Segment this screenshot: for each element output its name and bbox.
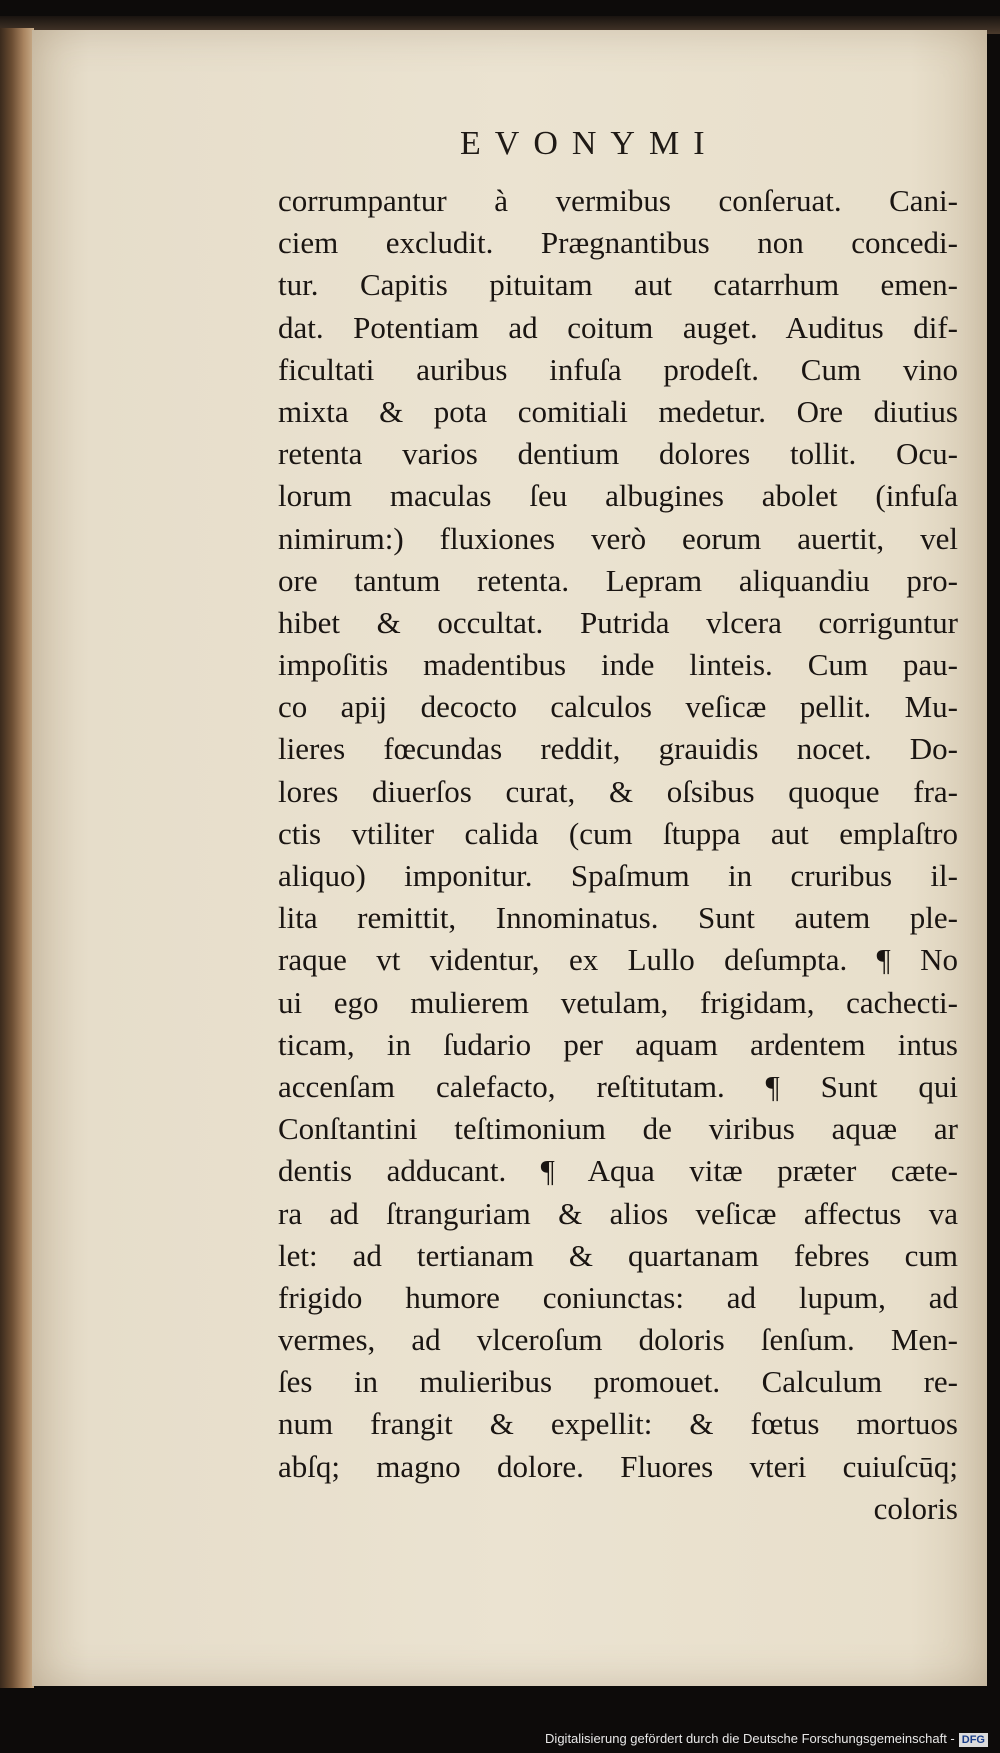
text-line: hibet & occultat. Putrida vlcera corriguntur <box>278 604 958 640</box>
text-line: accenſam calefacto, reſtitutam. ¶ Sunt qui <box>278 1068 958 1104</box>
text-line: ciem excludit. Prægnantibus non concedi- <box>278 225 958 261</box>
text-line: co apij decocto calculos veſicæ pellit. Mu- <box>278 689 958 725</box>
dfg-logo: DFG <box>959 1733 988 1747</box>
text-line: raque vt videntur, ex Lullo deſumpta. ¶ No <box>278 942 958 978</box>
text-line: ra ad ſtranguriam & alios veſicæ affectus va <box>278 1195 958 1231</box>
text-line: Conſtantini teſtimonium de viribus aquæ ar <box>278 1111 958 1147</box>
book-spine-edge <box>0 28 34 1688</box>
text-line: impoſitis madentibus inde linteis. Cum pau- <box>278 647 958 683</box>
text-line: tur. Capitis pituitam aut catarrhum emen- <box>278 267 958 303</box>
text-line: lorum maculas ſeu albugines abolet (infuſa <box>278 478 958 514</box>
text-line: frigido humore coniunctas: ad lupum, ad <box>278 1279 958 1315</box>
text-line: vermes, ad vlceroſum doloris ſenſum. Men- <box>278 1322 958 1358</box>
credit-text: Digitalisierung gefördert durch die Deutsche Forschungsgemeinschaft - <box>545 1731 955 1746</box>
text-line: ſes in mulieribus promouet. Calculum re- <box>278 1364 958 1400</box>
text-line: lores diuerſos curat, & oſsibus quoque fra- <box>278 773 958 809</box>
text-line: aliquo) imponitur. Spaſmum in cruribus il- <box>278 858 958 893</box>
text-line: ore tantum retenta. Lepram aliquandiu pro- <box>278 562 958 598</box>
text-line: lita remittit, Innominatus. Sunt autem ple- <box>278 900 958 936</box>
text-line: ui ego mulierem vetulam, frigidam, cachecti- <box>278 984 958 1020</box>
text-line: mixta & pota comitiali medetur. Ore diutius <box>278 393 958 429</box>
text-line: num frangit & expellit: & fœtus mortuos <box>278 1406 958 1442</box>
text-line: retenta varios dentium dolores tollit. Ocu- <box>278 436 958 472</box>
body-text <box>278 180 958 1530</box>
text-line: nimirum:) fluxiones verò eorum auertit, vel <box>278 520 958 556</box>
digitization-credit <box>545 1731 988 1747</box>
catchword: coloris <box>873 1490 958 1526</box>
text-line: abſq; magno dolore. Fluores vteri cuiuſcūq; <box>278 1448 958 1484</box>
running-title: EVONYMI <box>460 125 719 162</box>
text-line: dat. Potentiam ad coitum auget. Auditus dif- <box>278 309 958 345</box>
text-line: ctis vtiliter calida (cum ſtuppa aut emplaſtro <box>278 815 958 851</box>
text-line: lieres fœcundas reddit, grauidis nocet. Do- <box>278 731 958 767</box>
text-line: ticam, in ſudario per aquam ardentem intus <box>278 1026 958 1062</box>
text-line: dentis adducant. ¶ Aqua vitæ præter cæte- <box>278 1153 958 1189</box>
text-line: let: ad tertianam & quartanam febres cum <box>278 1237 958 1273</box>
text-line: corrumpantur à vermibus conſeruat. Cani- <box>278 183 958 218</box>
text-line: ficultati auribus infuſa prodeſt. Cum vino <box>278 351 958 387</box>
